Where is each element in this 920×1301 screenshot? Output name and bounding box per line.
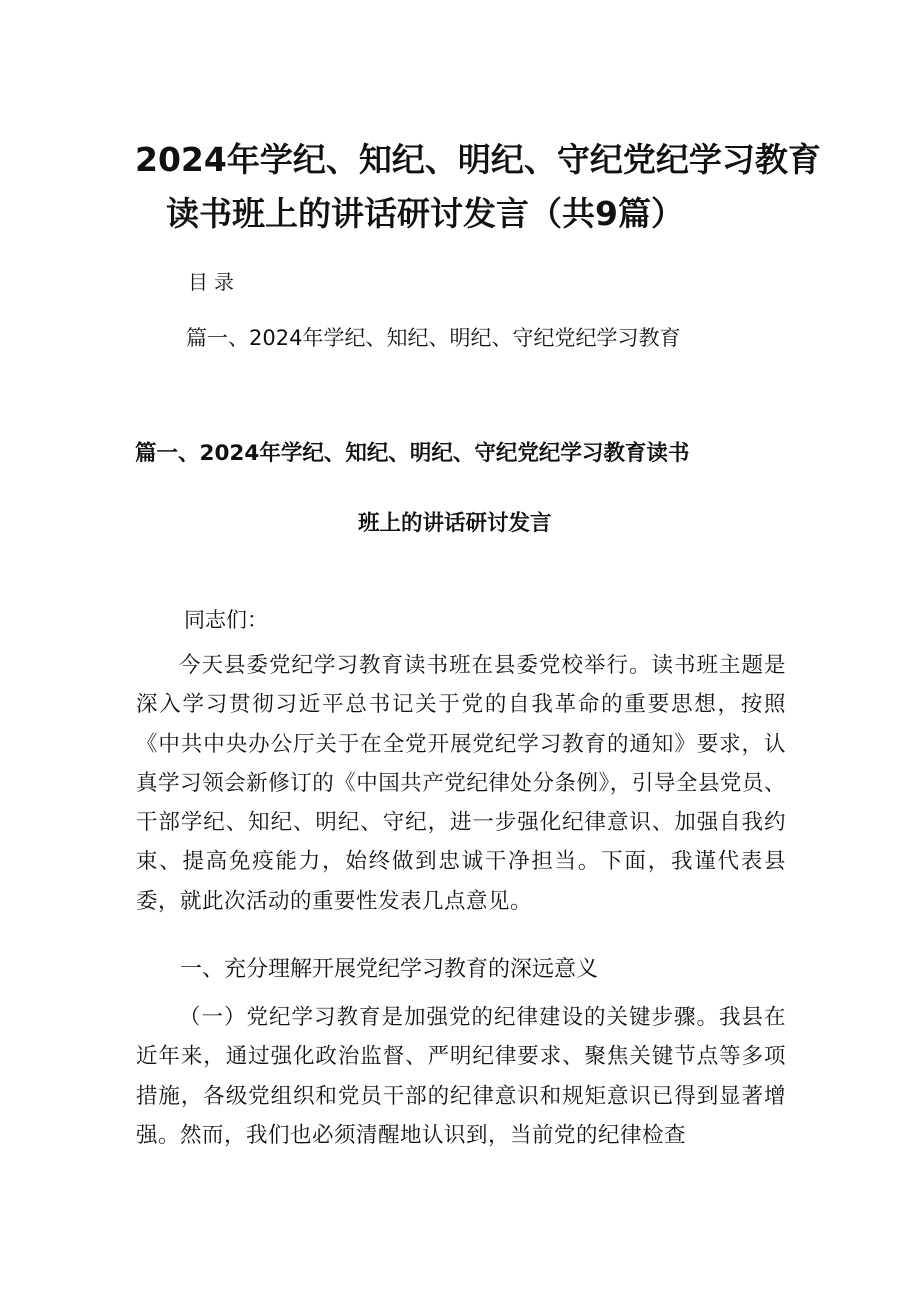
toc-item: 篇一、2024年学纪、知纪、明纪、守纪党纪学习教育 (186, 326, 681, 350)
toc-label: 目录 (188, 270, 240, 294)
document-title-line-2: 读书班上的讲话研讨发言（共9篇） (166, 194, 684, 233)
salutation: 同志们： (184, 608, 268, 632)
section-heading-1: 一、充分理解开展党纪学习教育的深远意义 (180, 957, 599, 982)
section-title-line-1: 篇一、2024年学纪、知纪、明纪、守纪党纪学习教育读书 (135, 441, 690, 466)
body-paragraph-1: 今天县委党纪学习教育读书班在县委党校举行。读书班主题是深入学习贯彻习近平总书记关于党的自我革命的重要思想，按照《中共中央办公厅关于在全党开展党纪学习教育的通知》要求，认真学习领会新修订的《中国共产党纪律处分条例》，引导全县党员、干部学纪、知纪、明纪、守纪，进一步强化纪律意识、加强自我约束、提高免疫能力，始终做到忠诚干净担当。下面，我谨代表县委，就此次活动的重要性发表几点意见。 (136, 653, 786, 914)
section-title-line-2: 班上的讲话研讨发言 (358, 511, 552, 536)
body-paragraph-2: （一）党纪学习教育是加强党的纪律建设的关键步骤。我县在近年来，通过强化政治监督、严明纪律要求、聚焦关键节点等多项措施，各级党组织和党员干部的纪律意识和规矩意识已得到显著增强。然而，我们也必须清醒地认识到，当前党的纪律检查 (136, 1005, 786, 1148)
document-title-line-1: 2024年学纪、知纪、明纪、守纪党纪学习教育 (135, 140, 821, 179)
